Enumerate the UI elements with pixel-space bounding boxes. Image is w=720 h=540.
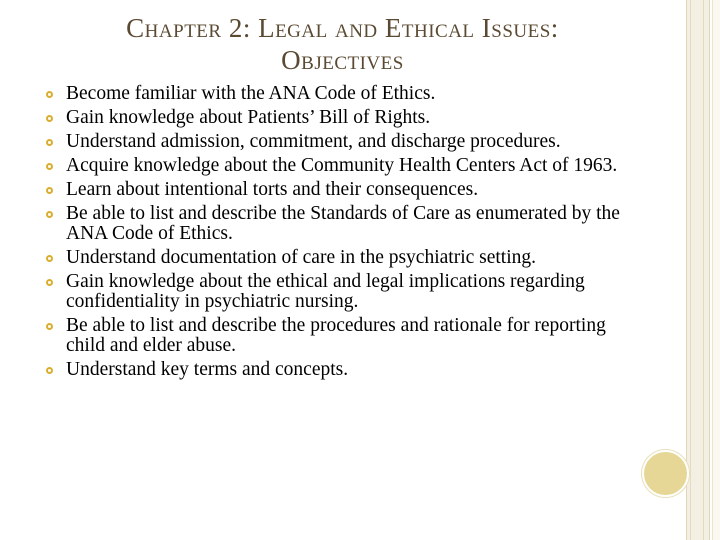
slide-title [40, 12, 645, 76]
bullet-icon [46, 187, 53, 194]
bullet-icon [46, 115, 53, 122]
side-decorative-line [703, 0, 704, 540]
list-item [44, 108, 644, 128]
list-item-text: Be able to list and describe the Standards of Care as enumerated by the ANA Code of Ethics. [66, 203, 620, 244]
list-item [44, 180, 644, 200]
bullet-icon [46, 279, 53, 286]
list-item [44, 272, 644, 312]
gold-circle-decoration [642, 450, 689, 497]
list-item [44, 132, 644, 152]
list-item [44, 360, 644, 380]
list-item-text: Understand admission, commitment, and discharge procedures. [66, 131, 561, 152]
list-item [44, 248, 644, 268]
list-item [44, 316, 644, 356]
list-item-text: Acquire knowledge about the Community Health Centers Act of 1963. [66, 155, 618, 176]
list-item [44, 204, 644, 244]
list-item [44, 156, 644, 176]
list-item-text: Understand documentation of care in the psychiatric setting. [66, 247, 537, 268]
bullet-icon [46, 163, 53, 170]
list-item-text: Gain knowledge about the ethical and legal implications regarding confidentiality in psychiatric nursing. [66, 271, 585, 312]
list-item-text: Gain knowledge about Patients’ Bill of Rights. [66, 107, 431, 128]
slide-title-line2: Objectives [281, 45, 404, 75]
objectives-list [44, 84, 644, 384]
bullet-icon [46, 367, 53, 374]
list-item-text: Understand key terms and concepts. [66, 359, 349, 380]
list-item [44, 84, 644, 104]
list-item-text: Be able to list and describe the procedures and rationale for reporting child and elder abuse. [66, 315, 606, 356]
bullet-icon [46, 91, 53, 98]
bullet-icon [46, 211, 53, 218]
list-item-text: Learn about intentional torts and their consequences. [66, 179, 479, 200]
list-item-text: Become familiar with the ANA Code of Ethics. [66, 83, 436, 104]
slide-title-line1: Chapter 2: Legal and Ethical Issues: [126, 13, 559, 43]
bullet-icon [46, 255, 53, 262]
bullet-icon [46, 323, 53, 330]
side-decorative-line [690, 0, 691, 540]
side-outer-strip [712, 0, 720, 540]
bullet-icon [46, 139, 53, 146]
